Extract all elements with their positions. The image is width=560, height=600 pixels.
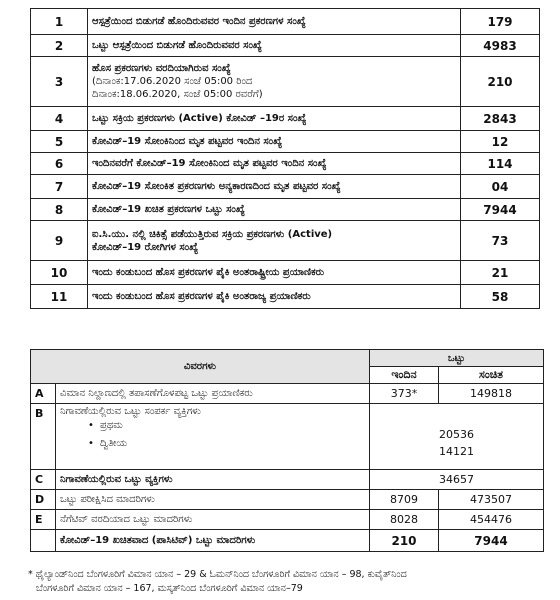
row-description-main: ಹೊಸ ಪ್ರಕರಣಗಳು ವರದಿಯಾಗಿರುವ ಸಂಖ್ಯೆ bbox=[92, 63, 231, 74]
table-row bbox=[31, 153, 540, 175]
row-cumulative: 473507 bbox=[439, 490, 544, 510]
row-description-sub: (ದಿನಾಂಕ:17.06.2020 ಸಂಜೆ 05:00 ರಿಂದ bbox=[92, 76, 253, 87]
footnote bbox=[28, 568, 548, 596]
table-row bbox=[31, 285, 540, 309]
row-today: 210 bbox=[370, 530, 439, 552]
footnote-line: * ಥೈಲ್ಯಾಂಡ್‌ನಿಂದ ಬೆಂಗಳೂರಿಗೆ ವಿಮಾನ ಯಾನ – 29 & ಓಮನ್‌ನಿಂದ ಬೆಂಗಳೂರಿಗೆ ವಿಮಾನ ಯಾನ – 98, ಕುವೈತ್‌ನಿಂದ bbox=[28, 569, 407, 580]
contacts-list bbox=[60, 417, 365, 453]
row-number: 9 bbox=[31, 221, 88, 261]
primary-value: 20536 bbox=[439, 428, 474, 441]
detail-table bbox=[30, 349, 544, 552]
table-row bbox=[31, 530, 544, 552]
table-row bbox=[31, 131, 540, 153]
row-cumulative: 454476 bbox=[439, 510, 544, 530]
header-cumulative: ಸಂಚಿತ bbox=[439, 367, 544, 384]
row-description bbox=[88, 221, 461, 261]
row-description: ನೆಗೆಟಿವ್ ವರದಿಯಾದ ಒಟ್ಟು ಮಾದರಿಗಳು bbox=[56, 510, 370, 530]
row-description-sub: ಕೋವಿಡ್–19 ರೋಗಿಗಳ ಸಂಖ್ಯೆ bbox=[92, 241, 199, 253]
row-description: ಒಟ್ಟು ಆಸ್ಪತ್ರೆಯಿಂದ ಬಿಡುಗಡೆ ಹೊಂದಿರುವವರ ಸಂಖ್ಯೆ bbox=[88, 35, 461, 57]
row-description: ಕೋವಿಡ್–19 ಸೋಂಕಿನಿಂದ ಮೃತ ಪಟ್ಟವರ ಇಂದಿನ ಸಂಖ್ಯೆ bbox=[88, 131, 461, 153]
bullet-icon: • bbox=[88, 438, 94, 449]
row-value: 58 bbox=[461, 285, 540, 309]
row-description: ಆಸ್ಪತ್ರೆಯಿಂದ ಬಿಡುಗಡೆ ಹೊಂದಿರುವವರ ಇಂದಿನ ಪ್ರಕರಣಗಳ ಸಂಖ್ಯೆ bbox=[88, 9, 461, 35]
row-cumulative: 149818 bbox=[439, 384, 544, 404]
row-value: 04 bbox=[461, 175, 540, 199]
row-today: 8028 bbox=[370, 510, 439, 530]
row-cumulative: 7944 bbox=[439, 530, 544, 552]
row-number: 10 bbox=[31, 261, 88, 285]
row-description: ಕೋವಿಡ್–19 ಸೋಂಕಿತ ಪ್ರಕರಣಗಳು ಅನ್ಯಕಾರಣದಿಂದ ಮೃತ ಪಟ್ಟವರ ಸಂಖ್ಯೆ bbox=[88, 175, 461, 199]
row-number: 4 bbox=[31, 107, 88, 131]
table-row bbox=[31, 470, 544, 490]
header-today: ಇಂದಿನ bbox=[370, 367, 439, 384]
table-row bbox=[31, 384, 544, 404]
row-number: 8 bbox=[31, 199, 88, 221]
secondary-value: 14121 bbox=[439, 445, 474, 458]
row-description: ಒಟ್ಟು ಪರೀಕ್ಷಿಸಿದ ಮಾದರಿಗಳು bbox=[56, 490, 370, 510]
row-label: C bbox=[31, 470, 56, 490]
row-number: 2 bbox=[31, 35, 88, 57]
list-item bbox=[60, 435, 365, 453]
row-description: ವಿಮಾನ ನಿಲ್ದಾಣದಲ್ಲಿ ತಪಾಸಣೆಗೊಳಪಟ್ಟ ಒಟ್ಟು ಪ್ರಯಾಣಿಕರು bbox=[56, 384, 370, 404]
row-description-sub: ದಿನಾಂಕ:18.06.2020, ಸಂಜೆ 05:00 ರವರೆಗೆ) bbox=[92, 89, 263, 100]
row-description: ಇಂದಿನವರೆಗೆ ಕೋವಿಡ್–19 ಸೋಂಕಿನಿಂದ ಮೃತ ಪಟ್ಟವರ ಇಂದಿನ ಸಂಖ್ಯೆ bbox=[88, 153, 461, 175]
row-description: ಇಂದು ಕಂಡುಬಂದ ಹೊಸ ಪ್ರಕರಣಗಳ ಪೈಕಿ ಅಂತರಾಷ್ಟ್ರೀಯ ಪ್ರಯಾಣಿಕರು bbox=[88, 261, 461, 285]
row-number: 11 bbox=[31, 285, 88, 309]
primary-label: ಪ್ರಥಮ bbox=[100, 420, 123, 431]
table-row bbox=[31, 221, 540, 261]
row-value: 2843 bbox=[461, 107, 540, 131]
table-row bbox=[31, 199, 540, 221]
row-label: D bbox=[31, 490, 56, 510]
row-value: 73 bbox=[461, 221, 540, 261]
row-label: A bbox=[31, 384, 56, 404]
table-row bbox=[31, 404, 544, 470]
row-description: ಒಟ್ಟು ಸಕ್ರಿಯ ಪ್ರಕರಣಗಳು (Active) ಕೋವಿಡ್ –19ರ ಸಂಖ್ಯೆ bbox=[88, 107, 461, 131]
row-value: 4983 bbox=[461, 35, 540, 57]
row-description: ಇಂದು ಕಂಡುಬಂದ ಹೊಸ ಪ್ರಕರಣಗಳ ಪೈಕಿ ಅಂತರಾಜ್ಯ ಪ್ರಯಾಣಿಕರು bbox=[88, 285, 461, 309]
row-number: 1 bbox=[31, 9, 88, 35]
contacts-values bbox=[370, 404, 544, 470]
header-details: ವಿವರಗಳು bbox=[31, 350, 370, 384]
row-label bbox=[31, 530, 56, 552]
row-description bbox=[88, 57, 461, 107]
row-description-main: ಐ.ಸಿ.ಯು. ನಲ್ಲಿ ಚಿಕಿತ್ಸೆ ಪಡೆಯುತ್ತಿರುವ ಸಕ್ರಿಯ ಪ್ರಕರಣಗಳು (Active) bbox=[92, 228, 333, 240]
table-row bbox=[31, 107, 540, 131]
row-value: 114 bbox=[461, 153, 540, 175]
table-row bbox=[31, 35, 540, 57]
table-header-row bbox=[31, 350, 544, 367]
table-row bbox=[31, 175, 540, 199]
row-label: E bbox=[31, 510, 56, 530]
row-value: 7944 bbox=[461, 199, 540, 221]
row-today: 373* bbox=[370, 384, 439, 404]
row-description: ನಿಗಾವಣೆಯಲ್ಲಿರುವ ಒಟ್ಟು ವ್ಯಕ್ತಿಗಳು bbox=[56, 470, 370, 490]
row-number: 3 bbox=[31, 57, 88, 107]
table-row bbox=[31, 490, 544, 510]
row-description: ಕೋವಿಡ್–19 ಖಚಿತವಾದ (ಪಾಸಿಟಿವ್) ಒಟ್ಟು ಮಾದರಿಗಳು bbox=[56, 530, 370, 552]
row-description bbox=[56, 404, 370, 470]
row-value: 12 bbox=[461, 131, 540, 153]
contacts-title: ನಿಗಾವಣೆಯಲ್ಲಿರುವ ಒಟ್ಟು ಸಂಪರ್ಕ ವ್ಯಕ್ತಿಗಳು bbox=[60, 406, 201, 417]
secondary-label: ದ್ವಿತೀಯ bbox=[100, 438, 128, 449]
row-label: B bbox=[31, 404, 56, 470]
list-item bbox=[60, 417, 365, 435]
bullet-icon: • bbox=[88, 420, 94, 431]
row-value: 34657 bbox=[370, 470, 544, 490]
row-description: ಕೋವಿಡ್–19 ಖಚಿತ ಪ್ರಕರಣಗಳ ಒಟ್ಟು ಸಂಖ್ಯೆ bbox=[88, 199, 461, 221]
row-value: 210 bbox=[461, 57, 540, 107]
table-row bbox=[31, 510, 544, 530]
row-number: 5 bbox=[31, 131, 88, 153]
table-row bbox=[31, 57, 540, 107]
row-number: 7 bbox=[31, 175, 88, 199]
footnote-line: ಬೆಂಗಳೂರಿಗೆ ವಿಮಾನ ಯಾನ – 167, ಮಸ್ಕತ್‌ನಿಂದ ಬೆಂಗಳೂರಿಗೆ ವಿಮಾನ ಯಾನ–79 bbox=[36, 583, 303, 594]
table-row bbox=[31, 261, 540, 285]
header-total: ಒಟ್ಟು bbox=[370, 350, 544, 367]
summary-table bbox=[30, 8, 540, 309]
row-number: 6 bbox=[31, 153, 88, 175]
row-value: 21 bbox=[461, 261, 540, 285]
row-today: 8709 bbox=[370, 490, 439, 510]
table-row bbox=[31, 9, 540, 35]
row-value: 179 bbox=[461, 9, 540, 35]
